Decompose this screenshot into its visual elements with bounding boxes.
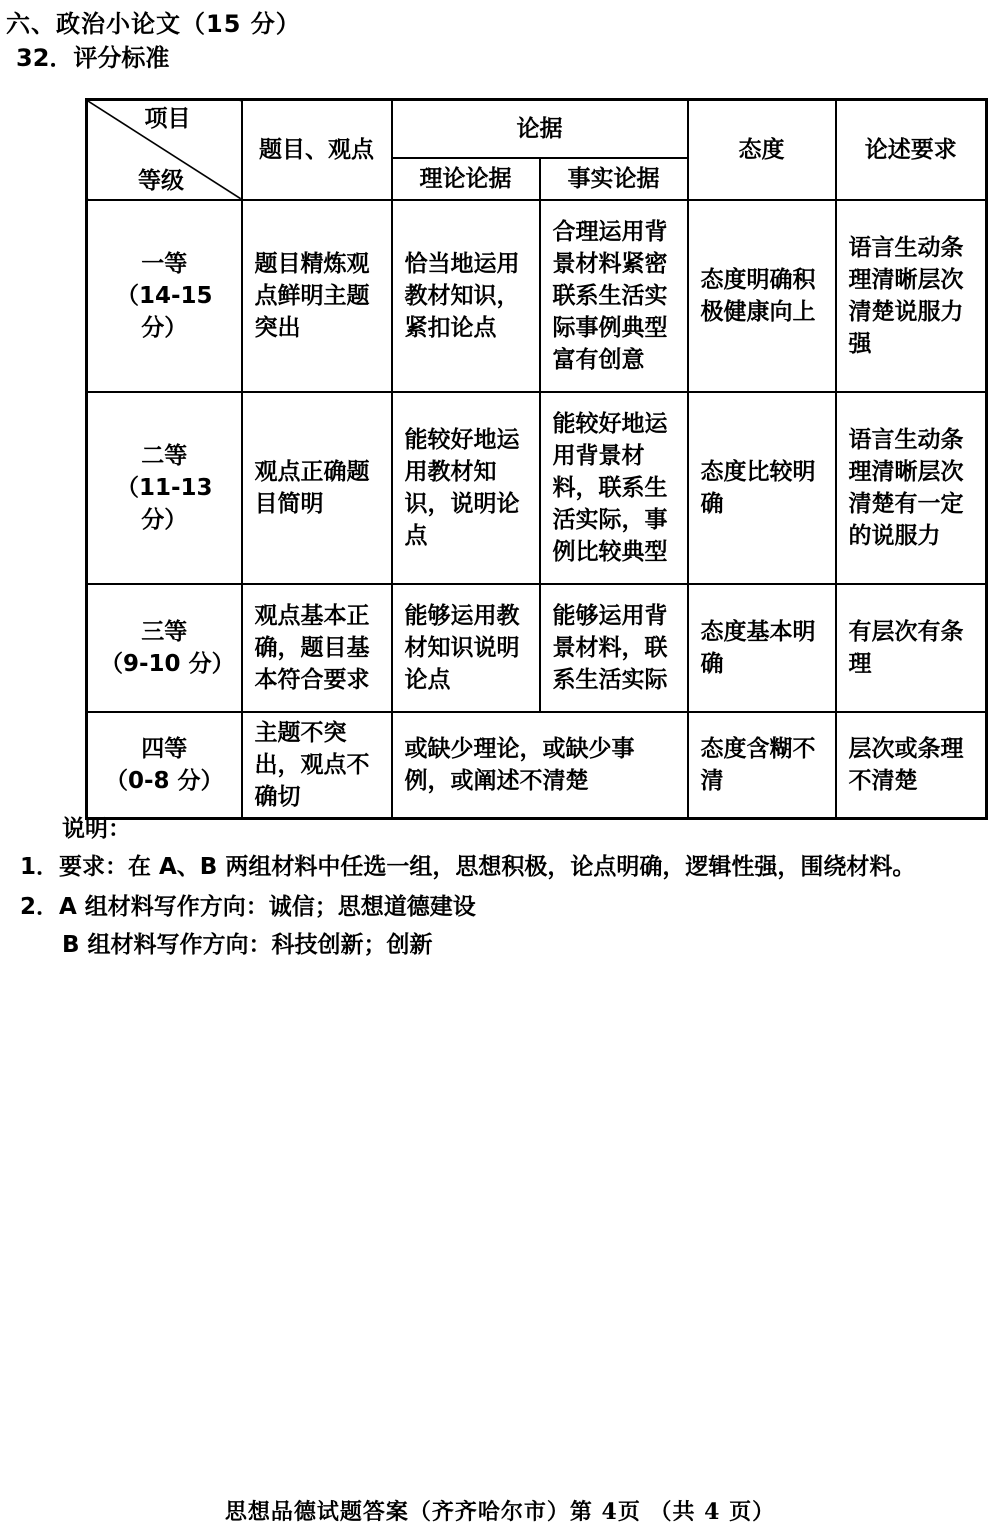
grade-cell (87, 200, 242, 392)
grade-score: （0-8 分） (104, 767, 224, 794)
grade-cell (87, 712, 242, 819)
note-item-1: 1．要求：在 A、B 两组材料中任选一组，思想积极，论点明确，逻辑性强，围绕材料。 (20, 854, 916, 880)
attitude-cell: 态度基本明确 (688, 584, 836, 712)
header-evidence: 论据 (392, 100, 688, 158)
grade-cell (87, 392, 242, 584)
grade-label: 三等 (141, 618, 188, 645)
topic-cell: 题目精炼观点鲜明主题突出 (242, 200, 392, 392)
requirement-cell: 语言生动条理清晰层次清楚有一定的说服力 (836, 392, 987, 584)
question-title: 32．评分标准 (16, 44, 170, 72)
evidence-merged-cell: 或缺少理论，或缺少事例，或阐述不清楚 (392, 712, 688, 819)
table-row (87, 712, 987, 819)
theory-cell: 能够运用教材知识说明论点 (392, 584, 540, 712)
grade-label: 一等 (141, 250, 188, 277)
requirement-cell: 语言生动条理清晰层次清楚说服力强 (836, 200, 987, 392)
requirement-cell: 有层次有条理 (836, 584, 987, 712)
attitude-cell: 态度比较明确 (688, 392, 836, 584)
grade-score: （11-13 分） (115, 474, 213, 533)
fact-cell: 能较好地运用背景材料，联系生活实际，事例比较典型 (540, 392, 688, 584)
attitude-cell: 态度明确积极健康向上 (688, 200, 836, 392)
table-row (87, 200, 987, 392)
corner-header-cell (87, 100, 242, 200)
notes-label: 说明： (62, 816, 131, 842)
grade-score: （9-10 分） (100, 650, 235, 677)
grade-cell (87, 584, 242, 712)
grade-label: 四等 (141, 735, 188, 762)
note-item-2: 2．A 组材料写作方向：诚信；思想道德建设 (20, 894, 476, 920)
corner-top-label: 项目 (144, 106, 191, 132)
topic-cell: 观点正确题目简明 (242, 392, 392, 584)
fact-cell: 能够运用背景材料，联系生活实际 (540, 584, 688, 712)
requirement-cell: 层次或条理不清楚 (836, 712, 987, 819)
table-row (87, 584, 987, 712)
scoring-table (85, 98, 988, 820)
note-item-2b: B 组材料写作方向：科技创新；创新 (62, 932, 433, 958)
page-footer: 思想品德试题答案（齐齐哈尔市）第 4页 （共 4 页） (224, 1499, 776, 1525)
header-topic: 题目、观点 (242, 100, 392, 200)
header-fact: 事实论据 (540, 158, 688, 200)
header-requirement: 论述要求 (836, 100, 987, 200)
theory-cell: 恰当地运用教材知识，紧扣论点 (392, 200, 540, 392)
theory-cell: 能较好地运用教材知识，说明论点 (392, 392, 540, 584)
header-theory: 理论论据 (392, 158, 540, 200)
corner-bottom-label: 等级 (138, 167, 184, 194)
header-attitude: 态度 (688, 100, 836, 200)
section-title: 六、政治小论文（15 分） (6, 10, 301, 38)
grade-score: （14-15 分） (115, 282, 213, 341)
attitude-cell: 态度含糊不清 (688, 712, 836, 819)
table-row (87, 392, 987, 584)
grade-label: 二等 (141, 442, 188, 469)
topic-cell: 观点基本正确，题目基本符合要求 (242, 584, 392, 712)
fact-cell: 合理运用背景材料紧密联系生活实际事例典型富有创意 (540, 200, 688, 392)
topic-cell: 主题不突出，观点不确切 (242, 712, 392, 819)
